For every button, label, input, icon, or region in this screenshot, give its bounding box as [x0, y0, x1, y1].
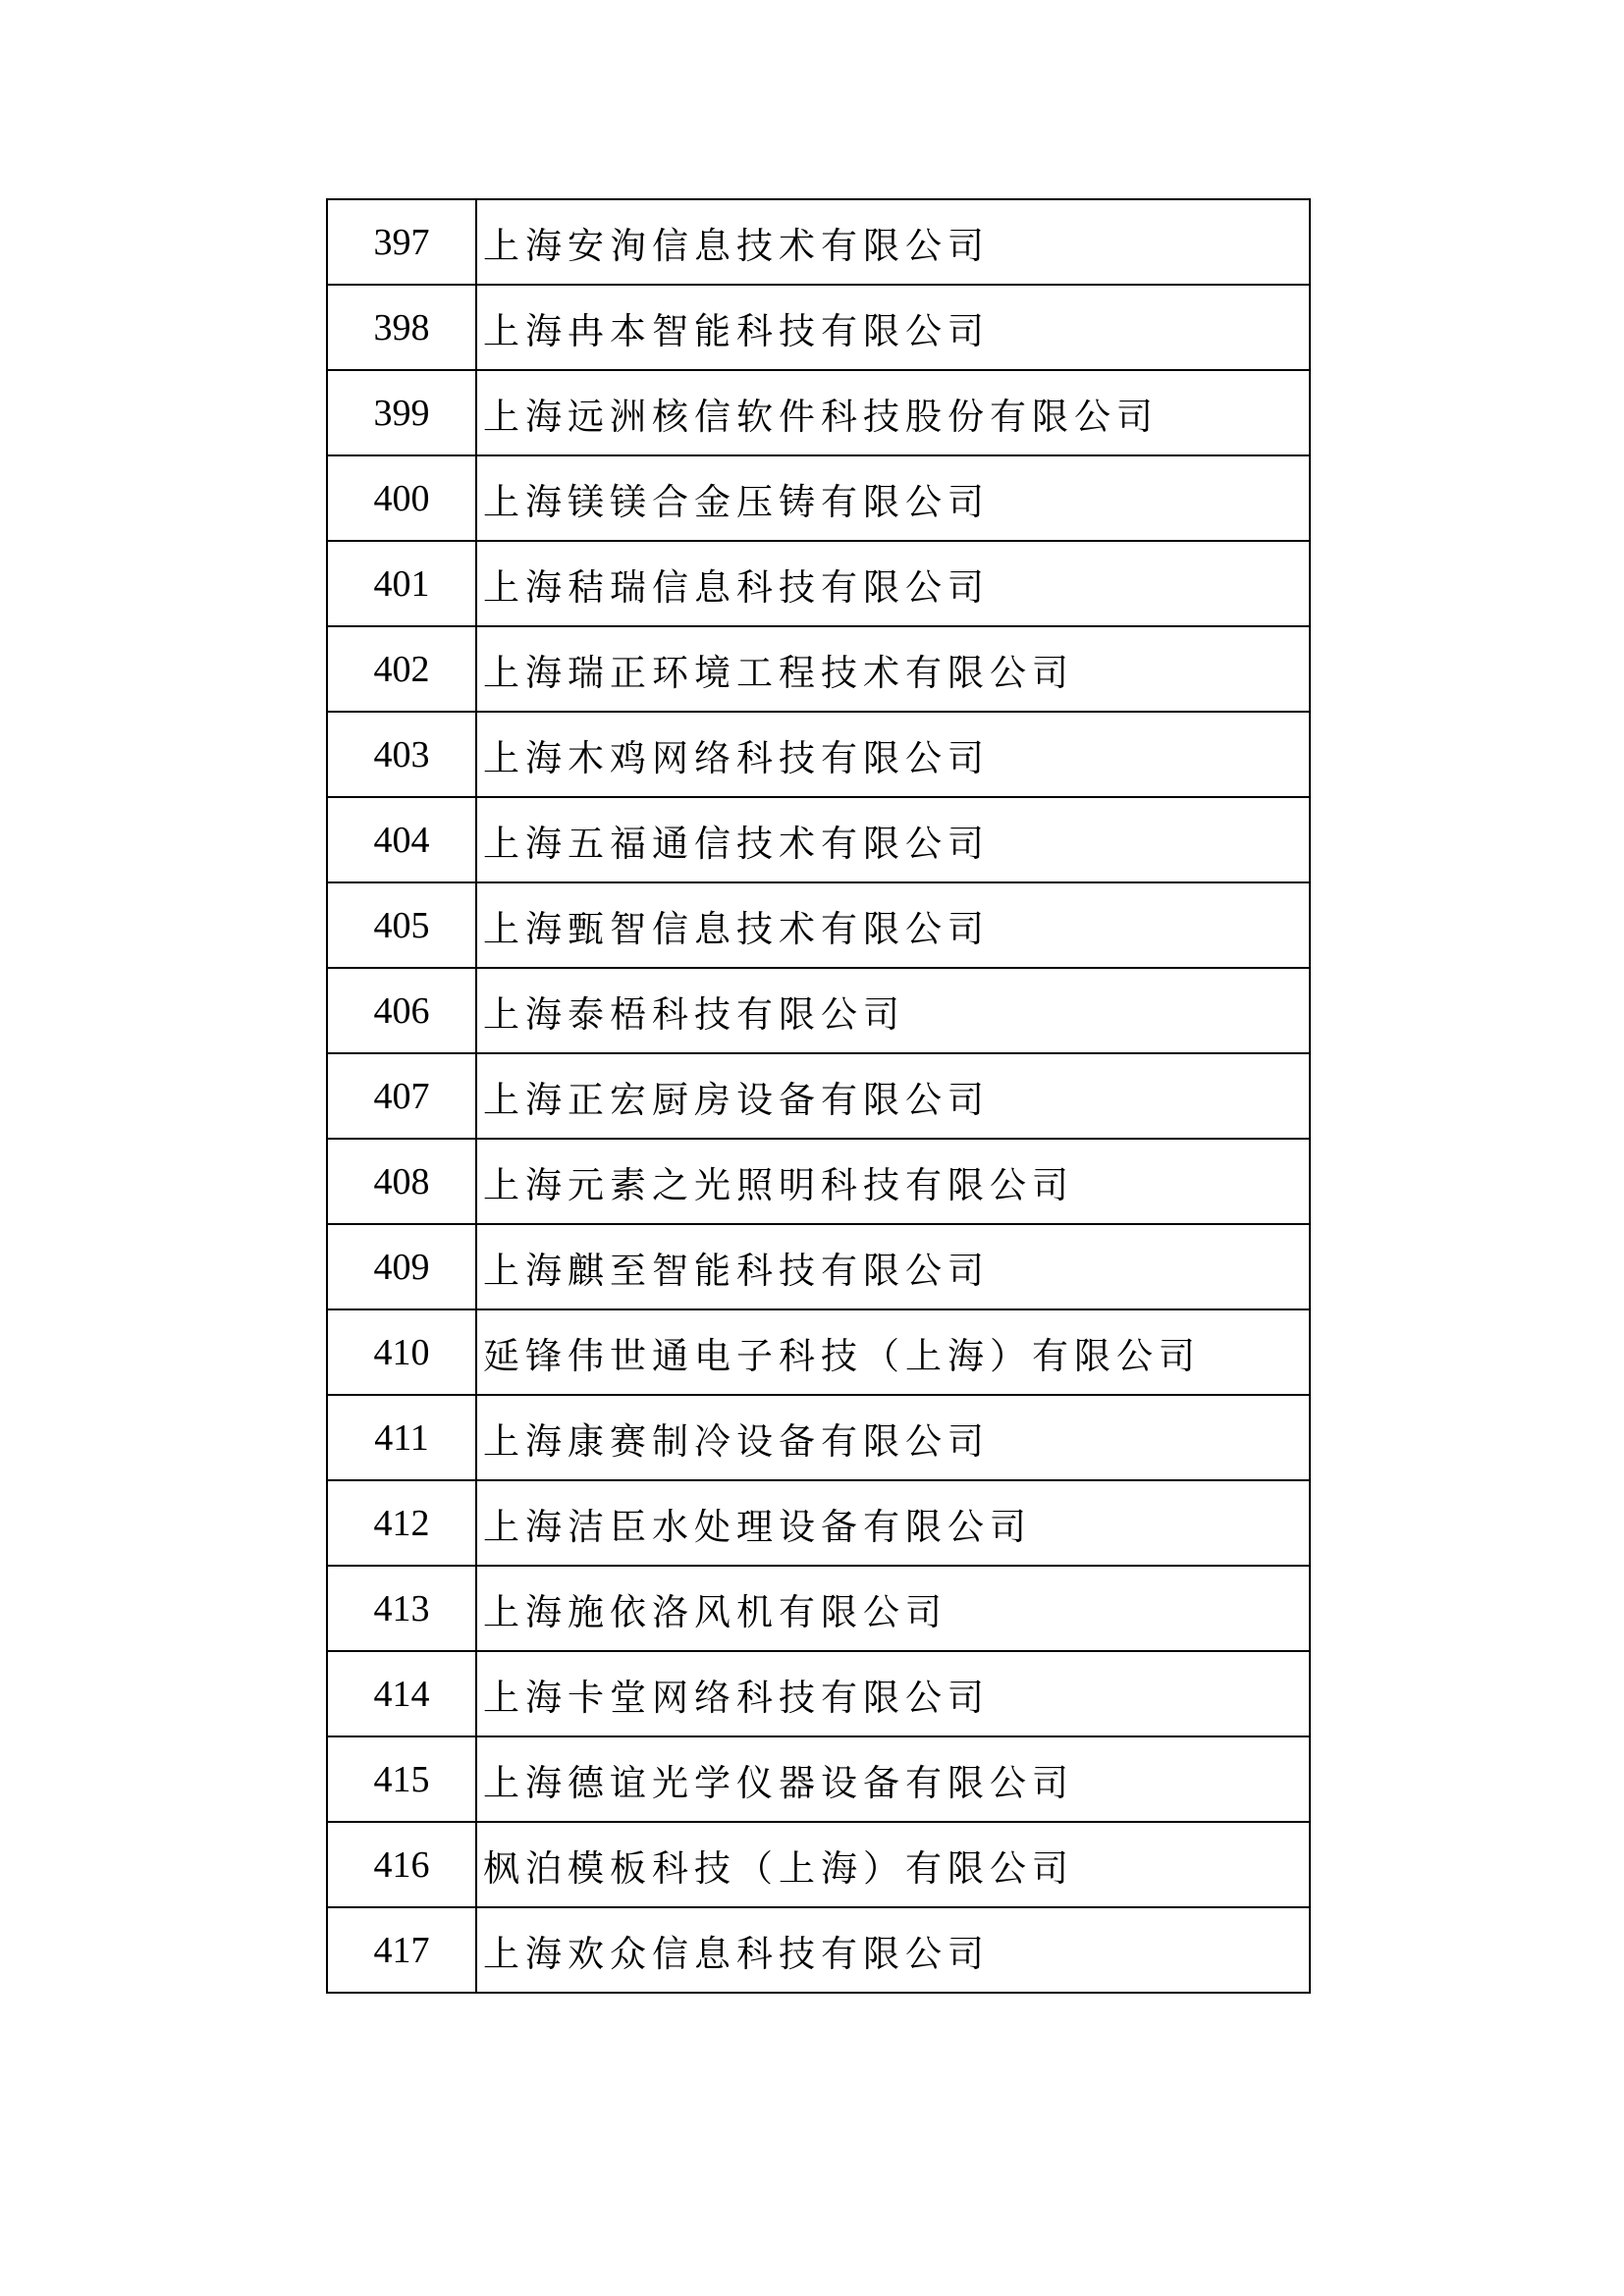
row-number: 400	[327, 455, 476, 541]
company-name: 上海瑞正环境工程技术有限公司	[476, 626, 1310, 712]
company-name: 上海甄智信息技术有限公司	[476, 882, 1310, 968]
table-row	[327, 1822, 1310, 1907]
row-number: 410	[327, 1309, 476, 1395]
row-number: 403	[327, 712, 476, 797]
table-row	[327, 285, 1310, 370]
company-name: 枫泊模板科技（上海）有限公司	[476, 1822, 1310, 1907]
company-name: 上海卡堂网络科技有限公司	[476, 1651, 1310, 1736]
company-name: 上海康赛制冷设备有限公司	[476, 1395, 1310, 1480]
row-number: 405	[327, 882, 476, 968]
row-number: 401	[327, 541, 476, 626]
company-name: 上海欢众信息科技有限公司	[476, 1907, 1310, 1993]
row-number: 412	[327, 1480, 476, 1566]
row-number: 408	[327, 1139, 476, 1224]
table-row	[327, 1309, 1310, 1395]
company-list-table	[326, 198, 1311, 1994]
company-name: 上海德谊光学仪器设备有限公司	[476, 1736, 1310, 1822]
table-row	[327, 1139, 1310, 1224]
table-row	[327, 1480, 1310, 1566]
row-number: 397	[327, 199, 476, 285]
row-number: 415	[327, 1736, 476, 1822]
row-number: 404	[327, 797, 476, 882]
table-row	[327, 1907, 1310, 1993]
row-number: 402	[327, 626, 476, 712]
table-row	[327, 626, 1310, 712]
row-number: 406	[327, 968, 476, 1053]
table-row	[327, 455, 1310, 541]
company-name: 上海冉本智能科技有限公司	[476, 285, 1310, 370]
company-name: 上海元素之光照明科技有限公司	[476, 1139, 1310, 1224]
row-number: 399	[327, 370, 476, 455]
table-row	[327, 797, 1310, 882]
table-row	[327, 882, 1310, 968]
table-row	[327, 370, 1310, 455]
row-number: 414	[327, 1651, 476, 1736]
table-row	[327, 199, 1310, 285]
table-row	[327, 1224, 1310, 1309]
company-name: 上海麒至智能科技有限公司	[476, 1224, 1310, 1309]
row-number: 411	[327, 1395, 476, 1480]
table-row	[327, 541, 1310, 626]
company-name: 上海施依洛风机有限公司	[476, 1566, 1310, 1651]
company-name: 上海秸瑞信息科技有限公司	[476, 541, 1310, 626]
company-name: 上海镁镁合金压铸有限公司	[476, 455, 1310, 541]
table-row	[327, 1053, 1310, 1139]
company-name: 上海远洲核信软件科技股份有限公司	[476, 370, 1310, 455]
company-name: 延锋伟世通电子科技（上海）有限公司	[476, 1309, 1310, 1395]
row-number: 409	[327, 1224, 476, 1309]
company-name: 上海洁臣水处理设备有限公司	[476, 1480, 1310, 1566]
company-name: 上海木鸡网络科技有限公司	[476, 712, 1310, 797]
company-name: 上海安洵信息技术有限公司	[476, 199, 1310, 285]
table-row	[327, 1395, 1310, 1480]
table-row	[327, 968, 1310, 1053]
table-row	[327, 1566, 1310, 1651]
row-number: 398	[327, 285, 476, 370]
company-name: 上海正宏厨房设备有限公司	[476, 1053, 1310, 1139]
row-number: 416	[327, 1822, 476, 1907]
row-number: 413	[327, 1566, 476, 1651]
row-number: 407	[327, 1053, 476, 1139]
table-row	[327, 1736, 1310, 1822]
row-number: 417	[327, 1907, 476, 1993]
company-name: 上海泰梧科技有限公司	[476, 968, 1310, 1053]
company-name: 上海五福通信技术有限公司	[476, 797, 1310, 882]
table-row	[327, 712, 1310, 797]
table-row	[327, 1651, 1310, 1736]
